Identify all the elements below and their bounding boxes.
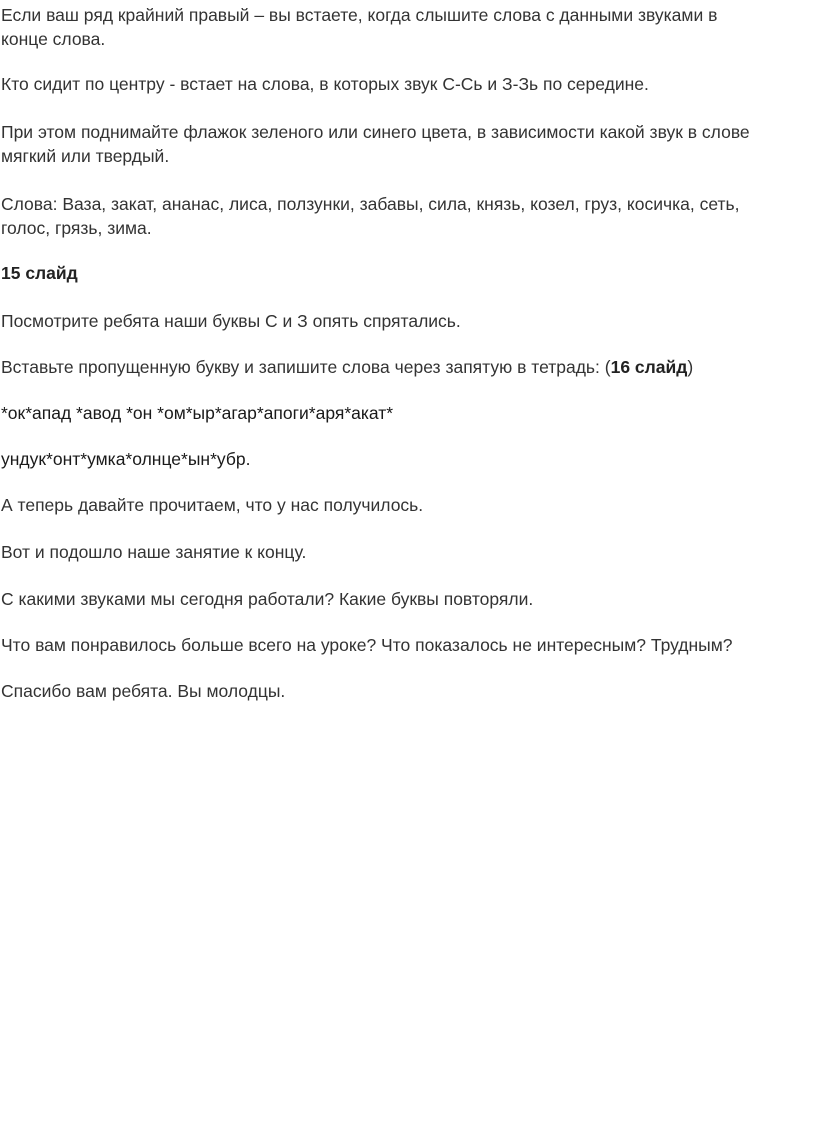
task-text: Вставьте пропущенную букву и запишите слова через запятую в тетрадь: ( [1,357,611,377]
paragraph-line: При этом поднимайте флажок зеленого или синего цвета, в зависимости какой звук в слове [1,122,750,142]
paragraph-read-result: А теперь давайте прочитаем, что у нас получилось. [1,495,424,515]
paragraph-line: Слова: Ваза, закат, ананас, лиса, ползунки, забавы, сила, князь, козел, груз, косичка, сеть, [1,194,740,214]
paragraph-right-row-instructions [1,3,816,51]
slide-16-reference: 16 слайд [610,357,688,377]
task-text-end: ) [687,357,694,377]
paragraph-insert-letter-task [1,355,816,379]
paragraph-line: конце слова. [1,29,106,49]
paragraph-feedback-question: Что вам понравилось больше всего на уроке? Что показалось не интересным? Трудным? [1,635,733,655]
slide-heading-text: 15 слайд [1,263,78,283]
paragraph-line: мягкий или твердый. [1,146,170,166]
exercise-line-2: ундук*онт*умка*олнце*ын*убр. [1,449,251,469]
paragraph-review-question: С какими звуками мы сегодня работали? Какие буквы повторяли. [1,589,534,609]
paragraph-line: голос, грязь, зима. [1,218,152,238]
paragraph-line: Если ваш ряд крайний правый – вы встаете, когда слышите слова с данными звуками в [1,5,718,25]
paragraph-word-list [1,192,816,240]
paragraph-flag-instructions [1,120,816,168]
slide-15-heading [1,261,816,285]
paragraph-center-row-instructions: Кто сидит по центру - встает на слова, в которых звук С-Сь и З-Зь по середине. [1,74,649,94]
exercise-line-1: *ок*апад *авод *он *ом*ыр*агар*апоги*аря*акат* [1,403,394,423]
paragraph-thanks: Спасибо вам ребята. Вы молодцы. [1,681,286,701]
paragraph-hidden-letters: Посмотрите ребята наши буквы С и З опять спрятались. [1,311,461,331]
paragraph-lesson-end: Вот и подошло наше занятие к концу. [1,542,307,562]
